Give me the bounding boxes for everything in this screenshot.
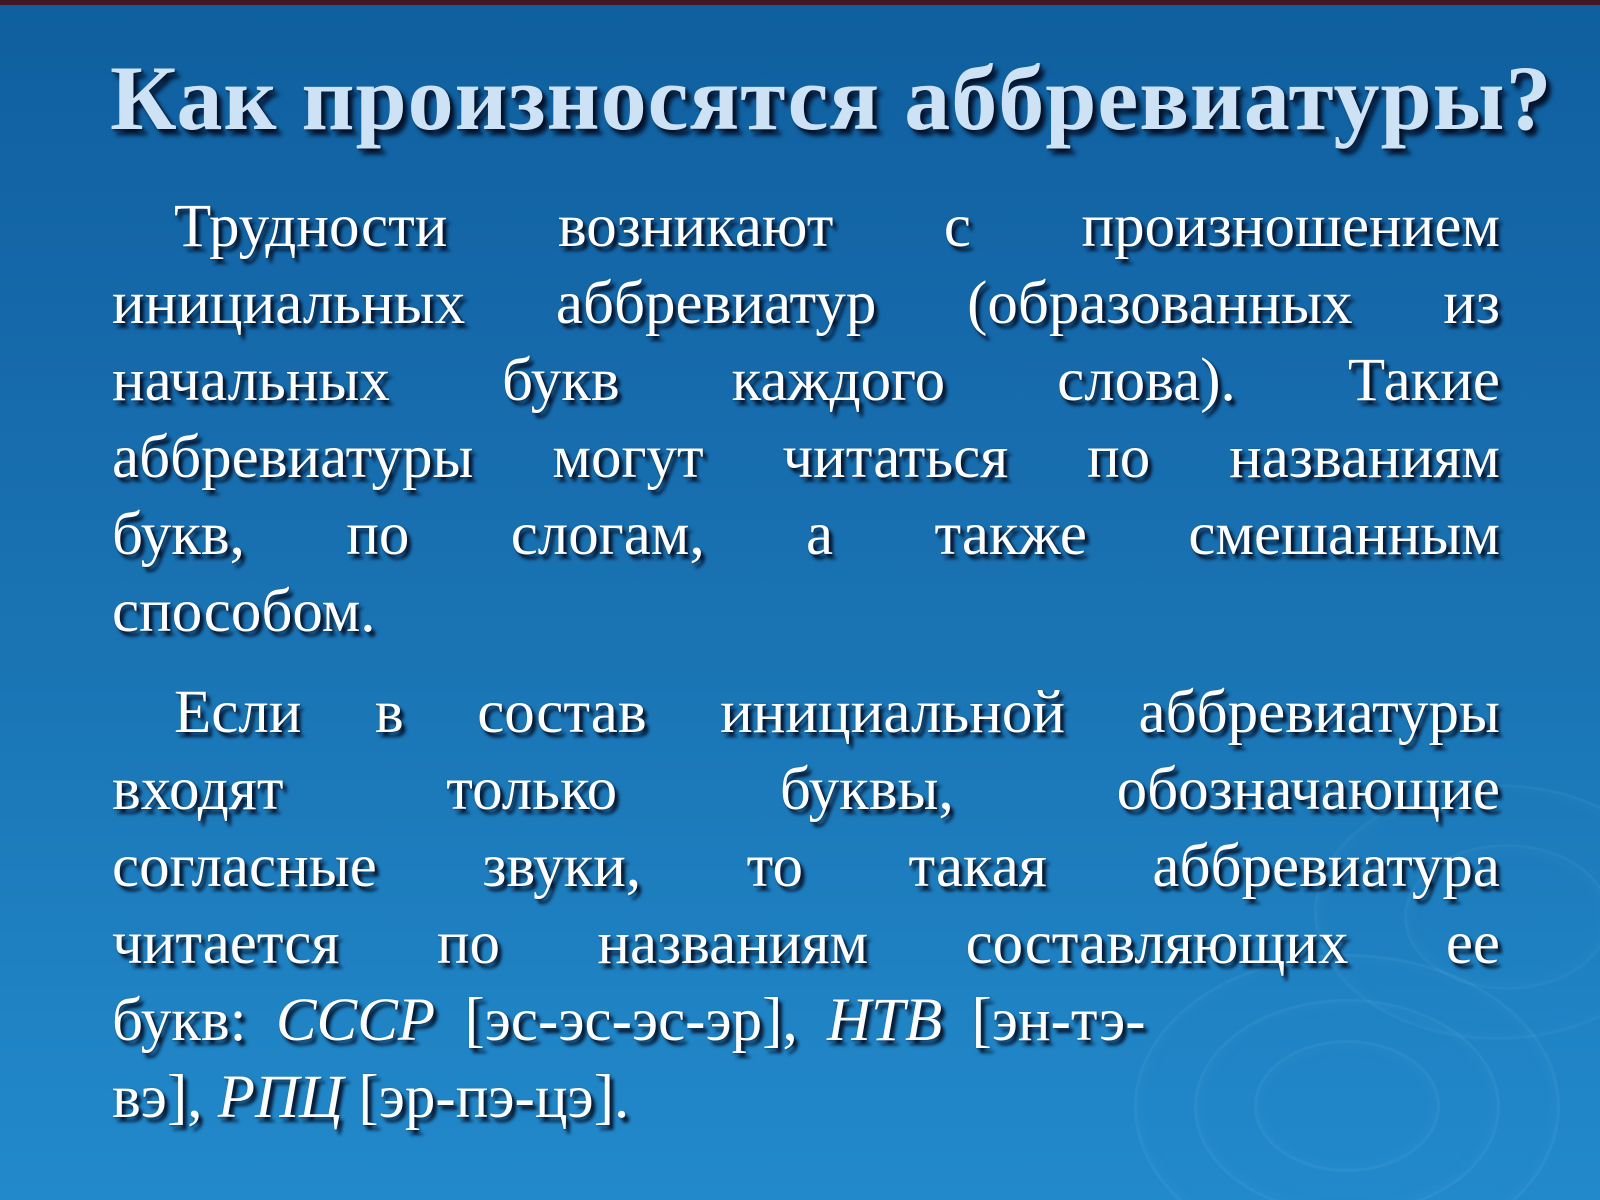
text-line [112, 828, 1500, 905]
text-line [112, 674, 1500, 751]
text-line [112, 342, 1500, 419]
text-run: аббревиатуры могут читаться по названиям [112, 423, 1500, 491]
text-run: вэ], [112, 1063, 218, 1131]
abbreviation-italic: НТВ [826, 986, 943, 1054]
abbreviation-italic: СССР [275, 986, 436, 1054]
text-run: Трудности возникают с произношением [174, 192, 1500, 260]
text-run: входят только буквы, обозначающие [112, 755, 1500, 823]
text-run: Если в состав инициальной аббревиатуры [174, 678, 1500, 746]
text-run: букв: [112, 986, 276, 1054]
text-run: инициальных аббревиатур (образованных из [112, 269, 1500, 337]
text-run: согласные звуки, то такая аббревиатура [112, 832, 1500, 900]
text-run: [эр-пэ-цэ]. [343, 1063, 630, 1131]
text-line [112, 419, 1500, 496]
text-line [112, 982, 1500, 1059]
text-run: [эн-тэ- [942, 986, 1146, 1054]
slide-body [0, 152, 1600, 1136]
text-run: начальных букв каждого слова). Такие [112, 346, 1500, 414]
text-line [112, 905, 1500, 982]
text-line [112, 751, 1500, 828]
paragraph [112, 674, 1500, 1136]
paragraph [112, 188, 1500, 650]
text-run: букв, по слогам, а также смешанным [112, 500, 1500, 568]
text-line [112, 188, 1500, 265]
text-run: [эс-эс-эс-эр], [435, 986, 827, 1054]
abbreviation-italic: РПЦ [217, 1063, 344, 1131]
text-line [112, 265, 1500, 342]
text-run: читается по названиям составляющих ее [112, 909, 1500, 977]
text-run: способом. [112, 577, 376, 645]
text-line [112, 496, 1500, 573]
text-line [112, 1059, 1500, 1136]
slide-title: Как произносятся аббревиатуры? [110, 47, 1553, 149]
text-line [112, 573, 1500, 650]
